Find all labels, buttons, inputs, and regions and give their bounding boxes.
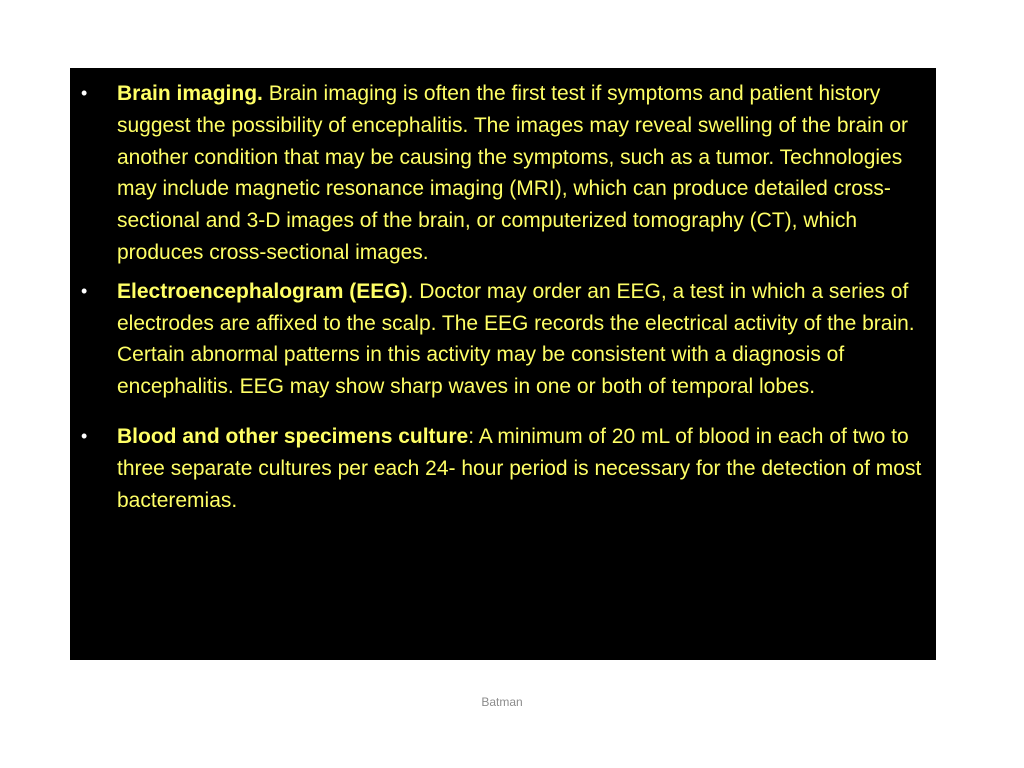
bullet-dot: • [81,83,88,103]
bullet-text: : A minimum of 20 mL of blood in each of two to three separate cultures per each 24- hour period is necessary for the detection of most bacteremias. [117,424,922,512]
bullet-dot: • [81,425,88,446]
bullet-item-eeg [70,276,922,403]
footer-author: Batman [481,695,523,709]
bullet-item-brain-imaging [70,78,922,269]
bullet-term: Brain imaging. [117,82,263,105]
bullet-text: Brain imaging is often the first test if symptoms and patient history suggest the possibility of encephalitis. The images may reveal swelling of the brain or another condition that may be causing the symptoms, such as a tumor. Technologies may include magnetic resonance imaging (MRI), which can produce detailed cross-sectional and 3-D images of the brain, or computerized tomography (CT), which produces cross-sectional images. [117,82,909,264]
bullet-term: Electroencephalogram (EEG) [117,279,408,303]
bullet-item-blood-culture [70,421,922,516]
bullet-dot: • [81,280,88,301]
bullet-list [70,78,922,516]
slide-content [70,68,936,660]
bullet-term: Blood and other specimens culture [117,424,469,448]
bullet-text: . Doctor may order an EEG, a test in which a series of electrodes are affixed to the scalp. The EEG records the electrical activity of the brain. Certain abnormal patterns in this activity may be consistent with a diagnosis of encephalitis. EEG may show sharp waves in one or both of temporal lobes. [117,279,915,399]
